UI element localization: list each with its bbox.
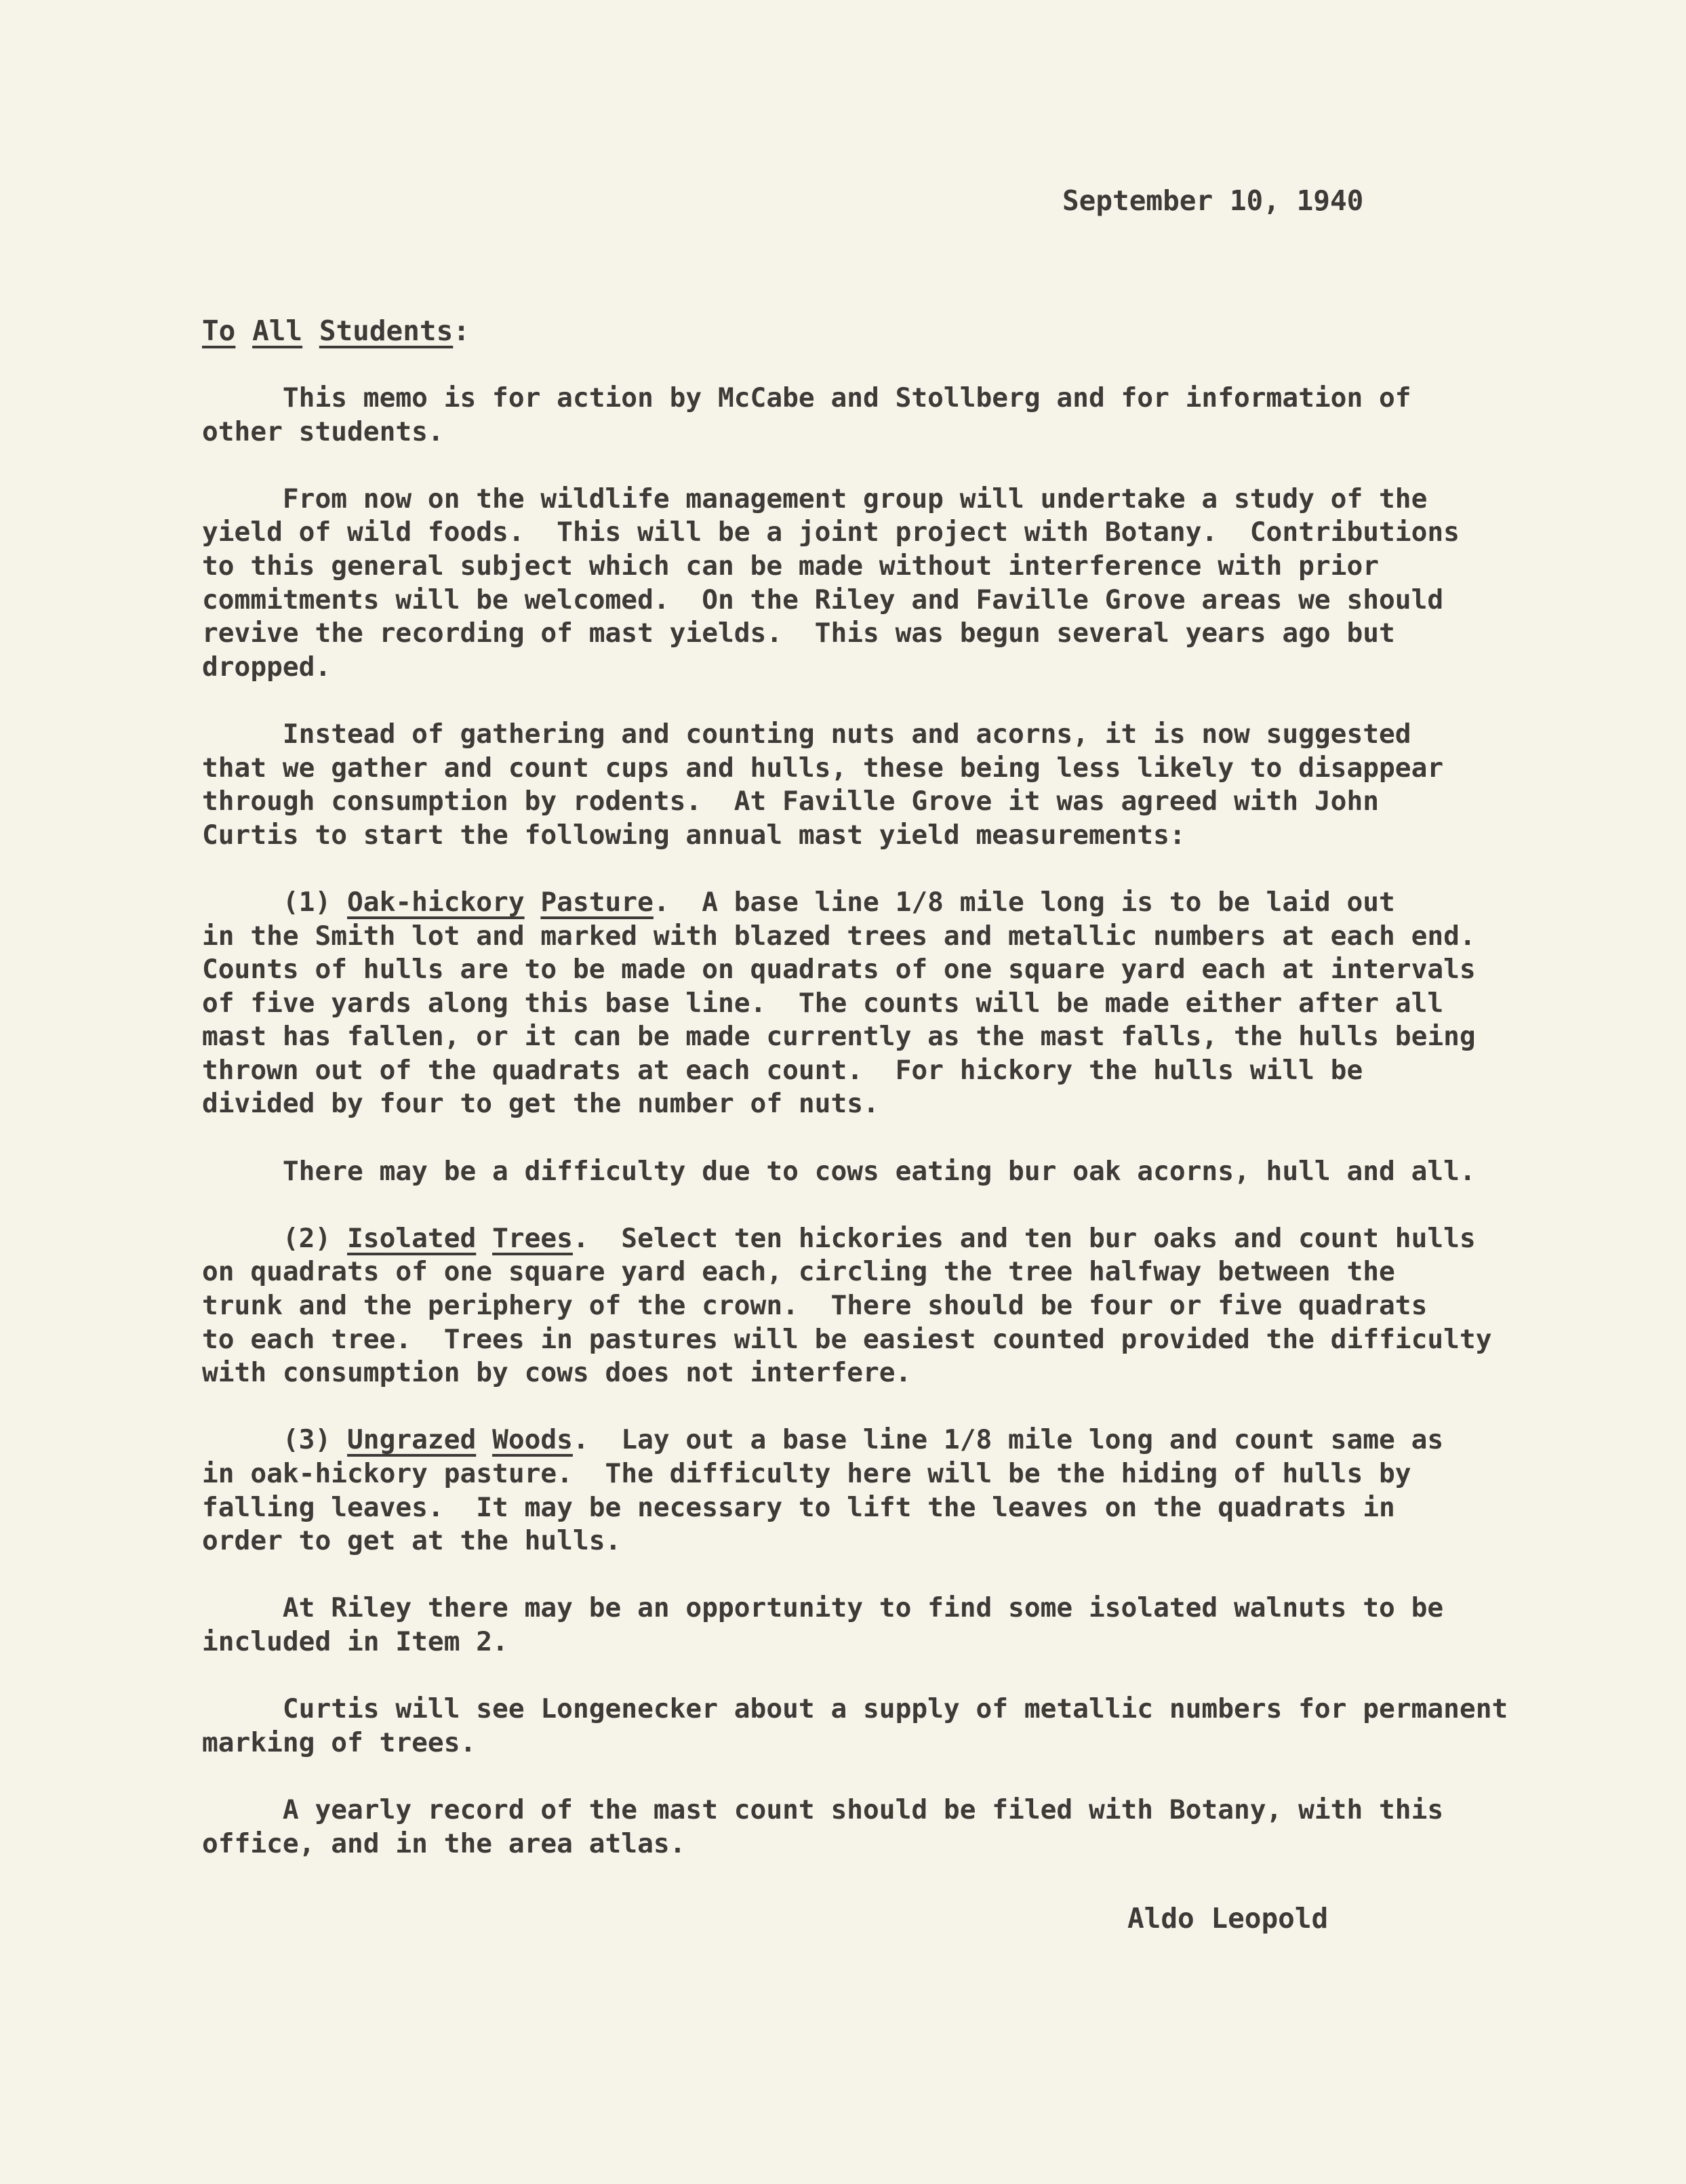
item-1-oak-hickory-pasture <box>202 886 1578 1121</box>
signature: Aldo Leopold <box>1127 1902 1329 1935</box>
item-1-prefix: (1) <box>202 886 348 918</box>
memo-body <box>202 315 1578 1895</box>
paragraph-cows-note: There may be a difficulty due to cows eating bur oak acorns, hull and all. <box>202 1155 1476 1187</box>
paragraph-cups-and-hulls: Instead of gathering and counting nuts and acorns, it is now suggested that we gather and count cups and hulls, these being less likely to disappear through consumption by rodents. At Faville Grove it was agreed with John Curtis to start the following annual mast yield measurements: <box>202 718 1444 851</box>
item-3-ungrazed-woods <box>202 1423 1578 1558</box>
salutation-word-students: Students <box>319 315 454 347</box>
paragraph-wild-foods-study: From now on the wildlife management group will undertake a study of the yield of wild foods. This will be a joint project with Botany. Contributions to this general subject which can be made without interference with prior commitments will be welcomed. On the Riley and Faville Grove areas we should revive the recording of mast yields. This was begun several years ago but dropped. <box>202 483 1460 683</box>
salutation-word-all: All <box>252 315 303 347</box>
item-1-text: . A base line 1/8 mile long is to be laid out in the Smith lot and marked with blazed trees and metallic numbers at each end. Counts of hulls are to be made on quadrats of one square yard each at intervals of five yards along this base line. The counts will be made either after all mast has fallen, or it can be made currently as the mast falls, the hulls being thrown out of the quadrats at each count. For hickory the hulls will be divided by four to get the number of nuts. <box>202 886 1476 1120</box>
item-1-title-b: Pasture <box>540 886 654 918</box>
salutation-colon: : <box>453 315 470 347</box>
item-1-title-a: Oak-hickory <box>347 886 525 918</box>
paragraph-metallic-numbers: Curtis will see Longenecker about a supply of metallic numbers for permanent marking of trees. <box>202 1693 1508 1758</box>
item-3-title-a: Ungrazed <box>347 1424 477 1456</box>
paragraph-purpose: This memo is for action by McCabe and Stollberg and for information of other students. <box>202 382 1411 447</box>
item-2-prefix: (2) <box>202 1222 348 1254</box>
item-2-title-b: Trees <box>492 1222 573 1254</box>
item-3-title-b: Woods <box>492 1424 573 1456</box>
item-3-text: . Lay out a base line 1/8 mile long and count same as in oak-hickory pasture. The difficulty here will be the hiding of hulls by falling leaves. It may be necessary to lift the leaves on the quadrats in order to get at the hulls. <box>202 1424 1444 1557</box>
paragraph-riley-walnuts: At Riley there may be an opportunity to find some isolated walnuts to be included in Item 2. <box>202 1592 1444 1657</box>
item-2-isolated-trees <box>202 1222 1578 1390</box>
item-3-prefix: (3) <box>202 1424 348 1456</box>
paragraph-yearly-record: A yearly record of the mast count should be filed with Botany, with this office, and in the area atlas. <box>202 1794 1444 1859</box>
item-2-text: . Select ten hickories and ten bur oaks and count hulls on quadrats of one square yard each, circling the tree halfway between the trunk and the periphery of the crown. There should be four or five quadrats to each tree. Trees in pastures will be easiest counted provided the difficulty with consumption by cows does not interfere. <box>202 1222 1492 1389</box>
memo-date: September 10, 1940 <box>1062 184 1364 217</box>
item-2-title-a: Isolated <box>347 1222 477 1254</box>
salutation <box>202 315 1578 348</box>
salutation-word-to: To <box>202 315 236 347</box>
